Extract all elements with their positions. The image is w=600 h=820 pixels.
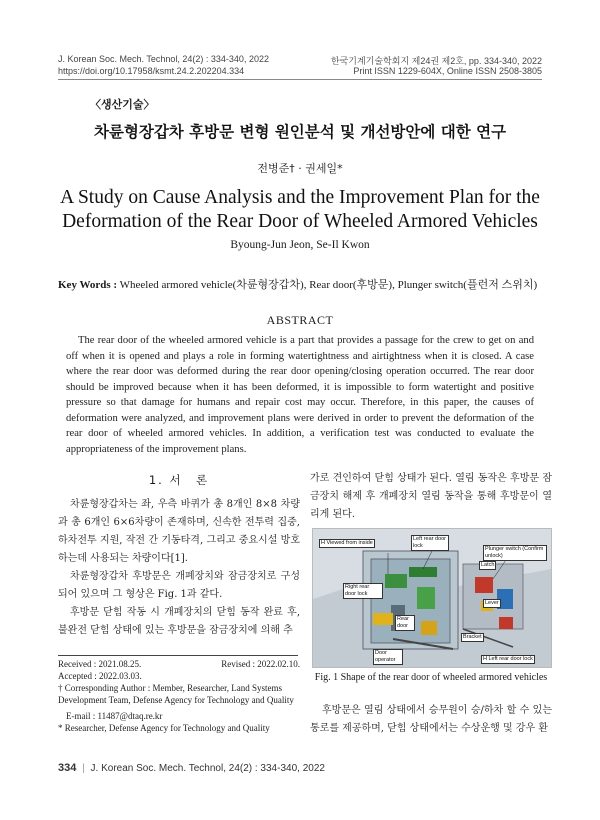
section-label: 〈생산기술〉 bbox=[90, 98, 155, 111]
fig-label-lever: Lever bbox=[485, 600, 499, 606]
intro-right-column-bottom bbox=[310, 702, 552, 738]
fig-label-plunger: Plunger switch (Confirm unlock) bbox=[483, 545, 547, 561]
corresponding-author: † Corresponding Author : Member, Researcher, Land Systems Development Team, Defense Agency for Technology and Quality bbox=[58, 683, 294, 705]
issn: Print ISSN 1229-604X, Online ISSN 2508-3805 bbox=[353, 66, 542, 76]
keywords bbox=[58, 276, 548, 292]
intro-left-column bbox=[58, 496, 300, 640]
revised-date: Revised : 2022.02.10. bbox=[221, 659, 300, 669]
section-heading-introduction: 1. 서 론 bbox=[148, 473, 210, 487]
fig-label-left-lock: Left rear door lock bbox=[411, 535, 449, 551]
figure-1-image bbox=[312, 528, 552, 668]
keywords-text: Wheeled armored vehicle(차륜형장갑차), Rear door(후방문), Plunger switch(플런저 스위치) bbox=[119, 279, 538, 291]
doi-link[interactable]: https://doi.org/10.17958/ksmt.24.2.202204.334 bbox=[58, 66, 245, 76]
title-english: A Study on Cause Analysis and the Improvement Plan for the Deformation of the Rear Door of Wheeled Armored Vehicles bbox=[60, 187, 540, 232]
fig-label-rear-door: Rear door bbox=[395, 615, 415, 631]
abstract-title: ABSTRACT bbox=[266, 313, 334, 327]
journal-citation: J. Korean Soc. Mech. Technol, 24(2) : 334-340, 2022 bbox=[58, 54, 269, 64]
figure-1-caption: Fig. 1 Shape of the rear door of wheeled armored vehicles bbox=[314, 672, 548, 683]
intro-right-column-top bbox=[310, 470, 552, 524]
fig-label-bracket: Bracket bbox=[463, 634, 482, 640]
keywords-label: Key Words : bbox=[58, 279, 118, 291]
footnote-rule bbox=[58, 655, 298, 656]
title-korean: 차륜형장갑차 후방문 변형 원인분석 및 개선방안에 대한 연구 bbox=[93, 123, 507, 141]
authors-english: Byoung-Jun Jeon, Se-Il Kwon bbox=[230, 239, 370, 251]
fig-label-latch: Latch bbox=[481, 562, 495, 568]
journal-citation-kr: 한국기계기술학회지 제24권 제2호, pp. 334-340, 2022 bbox=[330, 56, 542, 66]
received-date: Received : 2021.08.25. bbox=[58, 659, 142, 669]
intro-right-paragraph-1: 가로 견인하여 닫힘 상태가 된다. 열림 동작은 후방문 잠금장치 해제 후 개폐장치 열림 동작을 통해 후방문이 열리게 된다. bbox=[310, 473, 552, 520]
page-footer: 334 | J. Korean Soc. Mech. Technol, 24(2) : 334-340, 2022 bbox=[58, 762, 325, 774]
footer-citation: J. Korean Soc. Mech. Technol, 24(2) : 334-340, 2022 bbox=[90, 763, 325, 774]
fig-label-operator: Door operator bbox=[373, 649, 403, 665]
intro-paragraph-3: 후방문 닫힘 작동 시 개폐장치의 닫힘 동작 완료 후, 불완전 닫힘 상태에 있는 후방문을 잠금장치에 의해 추 bbox=[58, 607, 300, 636]
intro-right-paragraph-2: 후방문은 열림 상태에서 승무원이 승/하차 할 수 있는 통로를 제공하며, 닫힘 상태에서는 수상운행 및 강우 환 bbox=[310, 705, 552, 734]
page-number: 334 bbox=[58, 762, 77, 774]
intro-paragraph-1: 차륜형장갑차는 좌, 우측 바퀴가 총 8개인 8×8 차량과 총 6개인 6×6차량이 존재하며, 신속한 전투력 집중, 하차전투 지원, 작전 간 기동타격, 그리고 중요시설 방호 하는데 사용되는 차량이다[1]. bbox=[58, 499, 300, 564]
intro-paragraph-2: 차륜형장갑차 후방문은 개폐장치와 잠금장치로 구성되어 있으며 그 형상은 Fig. 1과 같다. bbox=[58, 571, 300, 600]
header-rule bbox=[58, 79, 542, 80]
email[interactable]: E-mail : 11487@dtaq.re.kr bbox=[66, 711, 163, 721]
fig-label-viewed: H Viewed from inside bbox=[321, 540, 373, 546]
abstract-text: The rear door of the wheeled armored vehicle is a part that provides a passage for the crew to get on and off when it is opened and plays a role in forming watertightness and airtightness when it is closed. A case where the rear door was deformed during the rear door opening/closing operation occurred. The rear door should be improved because when it has been deformed, it is impossible to form watertight and positive pressure so that damage for humans and repair cost may occur. Therefore, in this paper, the causes of deformation were analyzed, and improvement plans were derived in order to prevent the deformation of the rear door of wheeled armored vehicles. In addition, a verification test was conducted to evaluate the appropriateness of the improvement plans. bbox=[66, 335, 534, 455]
fig-label-right-lock: Right rear door lock bbox=[343, 583, 383, 599]
researcher-note: * Researcher, Defense Agency for Technology and Quality bbox=[58, 723, 270, 733]
authors-korean: 전병준† · 권세일* bbox=[257, 162, 343, 175]
fig-label-h-lock: H Left rear door lock bbox=[483, 656, 533, 662]
accepted-date: Accepted : 2022.03.03. bbox=[58, 671, 142, 681]
